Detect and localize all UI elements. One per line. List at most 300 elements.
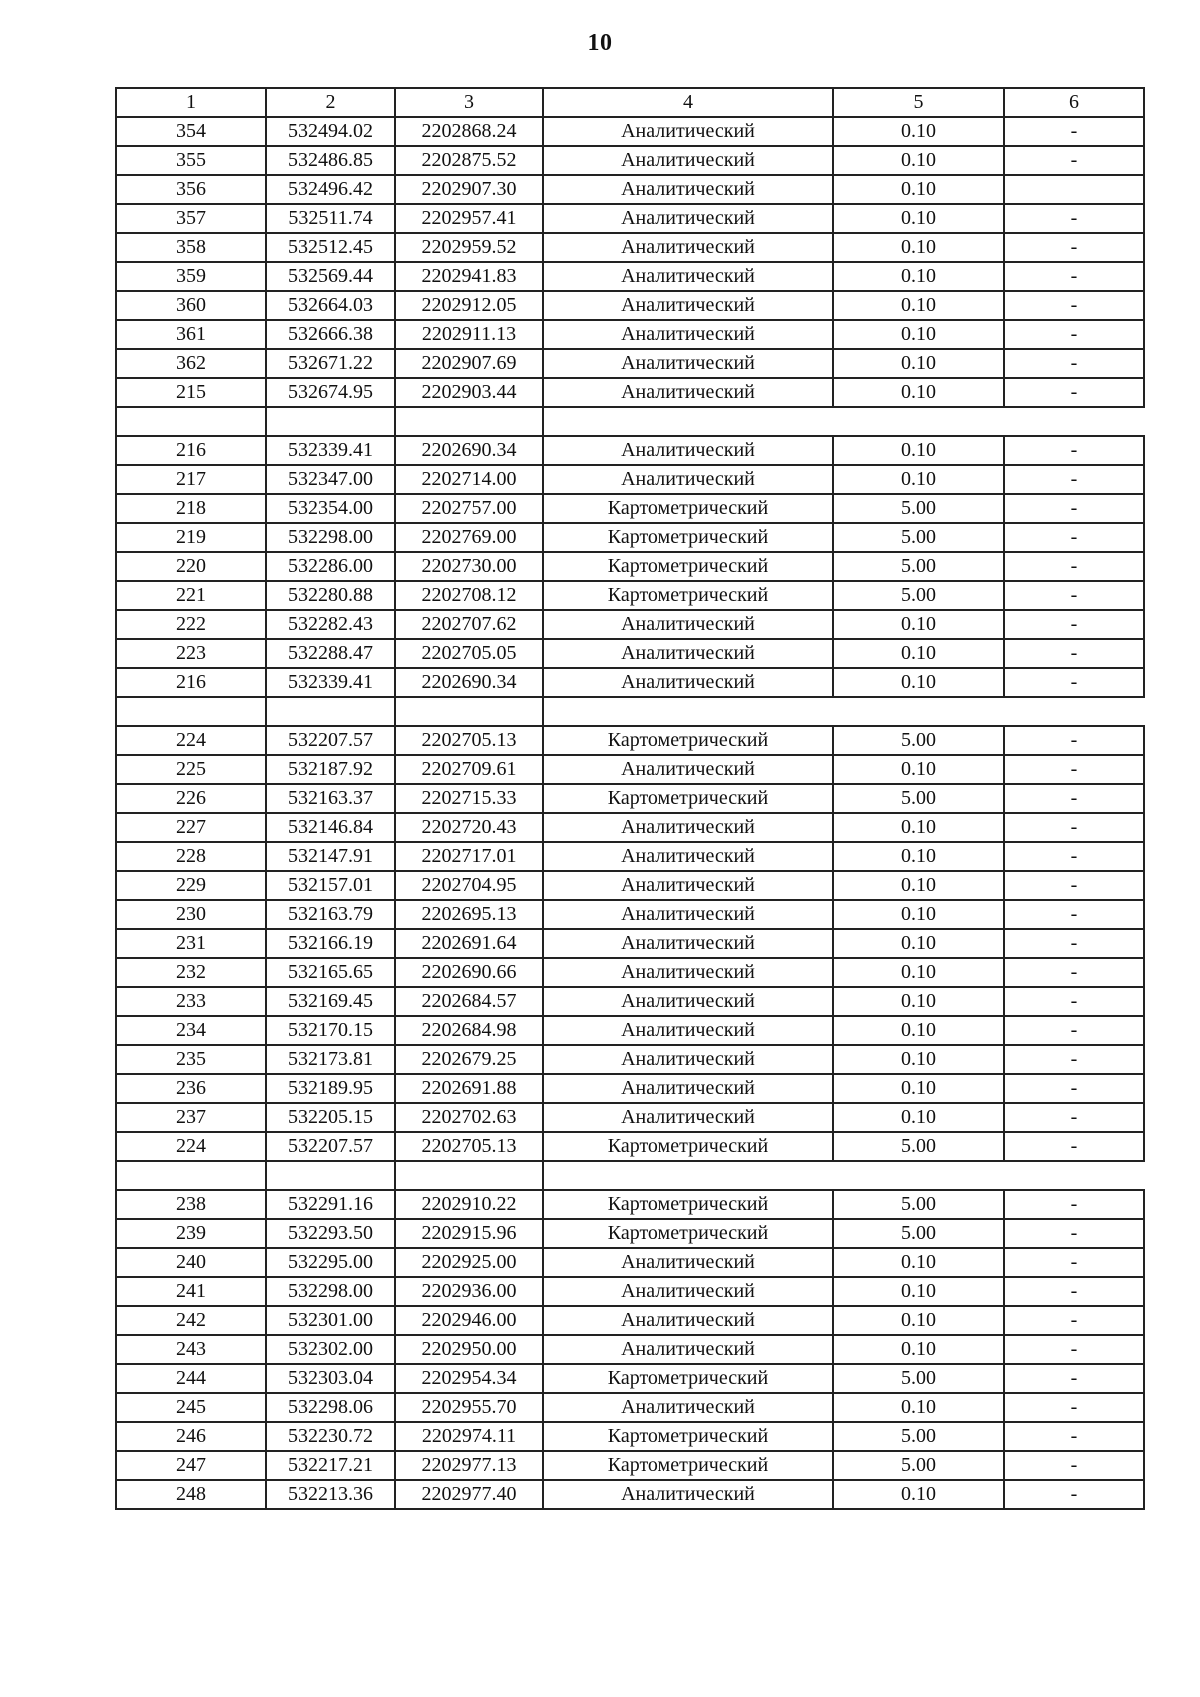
table-cell: 354 (116, 117, 266, 146)
table-row (116, 581, 1144, 610)
table-cell: 532666.38 (266, 320, 395, 349)
table-row (116, 146, 1144, 175)
column-header: 2 (266, 88, 395, 117)
table-row (116, 900, 1144, 929)
table-cell: 2202707.62 (395, 610, 543, 639)
table-cell: 2202954.34 (395, 1364, 543, 1393)
separator-cell (116, 697, 266, 726)
table-cell: 0.10 (833, 842, 1004, 871)
table-cell: 2202957.41 (395, 204, 543, 233)
table-header-row (116, 88, 1144, 117)
table-cell: Картометрический (543, 1219, 833, 1248)
table-cell: - (1004, 1219, 1144, 1248)
table-cell: - (1004, 320, 1144, 349)
table-cell: - (1004, 755, 1144, 784)
table-cell: 2202977.40 (395, 1480, 543, 1509)
table-row (116, 987, 1144, 1016)
table-cell: 2202974.11 (395, 1422, 543, 1451)
table-cell: Картометрический (543, 1364, 833, 1393)
table-row (116, 1016, 1144, 1045)
table-cell: 532347.00 (266, 465, 395, 494)
table-cell: Аналитический (543, 204, 833, 233)
table-cell: 532303.04 (266, 1364, 395, 1393)
table-row (116, 639, 1144, 668)
table-row (116, 117, 1144, 146)
table-cell: 243 (116, 1335, 266, 1364)
table-cell: - (1004, 349, 1144, 378)
table-cell: 2202690.66 (395, 958, 543, 987)
table-cell: Картометрический (543, 552, 833, 581)
table-cell: 5.00 (833, 523, 1004, 552)
section-separator-row (116, 697, 1144, 726)
table-cell: Аналитический (543, 929, 833, 958)
table-cell: 233 (116, 987, 266, 1016)
table-cell: Картометрический (543, 726, 833, 755)
table-cell: 2202691.64 (395, 929, 543, 958)
table-cell: 5.00 (833, 494, 1004, 523)
table-cell: Аналитический (543, 1335, 833, 1364)
table-cell: Аналитический (543, 378, 833, 407)
table-cell: Аналитический (543, 1103, 833, 1132)
table-cell: 532298.06 (266, 1393, 395, 1422)
table-cell: 532207.57 (266, 1132, 395, 1161)
table-cell: - (1004, 842, 1144, 871)
table-cell: 532301.00 (266, 1306, 395, 1335)
table-cell: Аналитический (543, 668, 833, 697)
table-cell: 5.00 (833, 1132, 1004, 1161)
table-cell: 0.10 (833, 465, 1004, 494)
table-cell: 0.10 (833, 929, 1004, 958)
table-cell: 239 (116, 1219, 266, 1248)
table-cell: 0.10 (833, 900, 1004, 929)
table-cell: 2202907.69 (395, 349, 543, 378)
separator-cell (543, 697, 1144, 726)
table-cell: 532496.42 (266, 175, 395, 204)
table-row (116, 1219, 1144, 1248)
table-cell: 2202769.00 (395, 523, 543, 552)
table-cell: Картометрический (543, 494, 833, 523)
separator-cell (266, 407, 395, 436)
table-cell: 0.10 (833, 262, 1004, 291)
table-row (116, 291, 1144, 320)
table-row (116, 1248, 1144, 1277)
table-cell: 237 (116, 1103, 266, 1132)
table-cell: Аналитический (543, 639, 833, 668)
table-cell: - (1004, 378, 1144, 407)
table-cell: 358 (116, 233, 266, 262)
table-cell: 224 (116, 1132, 266, 1161)
table-cell: - (1004, 494, 1144, 523)
table-cell: 231 (116, 929, 266, 958)
table-row (116, 378, 1144, 407)
table-cell: - (1004, 1016, 1144, 1045)
table-cell: 532166.19 (266, 929, 395, 958)
table-cell: Аналитический (543, 755, 833, 784)
table-cell: 240 (116, 1248, 266, 1277)
table-cell: 2202955.70 (395, 1393, 543, 1422)
table-row (116, 1074, 1144, 1103)
table-row (116, 668, 1144, 697)
table-cell: 0.10 (833, 1074, 1004, 1103)
table-row (116, 871, 1144, 900)
table-cell: 532217.21 (266, 1451, 395, 1480)
table-cell: 227 (116, 813, 266, 842)
table-cell: 0.10 (833, 146, 1004, 175)
table-cell: 532511.74 (266, 204, 395, 233)
table-cell: Аналитический (543, 233, 833, 262)
table-cell: Аналитический (543, 262, 833, 291)
table-cell: - (1004, 581, 1144, 610)
table-cell: 0.10 (833, 1103, 1004, 1132)
table-cell: 2202875.52 (395, 146, 543, 175)
table-cell: - (1004, 146, 1144, 175)
table-cell: 532163.79 (266, 900, 395, 929)
table-cell: Аналитический (543, 900, 833, 929)
table-cell: 5.00 (833, 1451, 1004, 1480)
table-cell: 2202950.00 (395, 1335, 543, 1364)
table-cell: - (1004, 1074, 1144, 1103)
table-cell: 0.10 (833, 755, 1004, 784)
table-cell: 532207.57 (266, 726, 395, 755)
table-cell: 355 (116, 146, 266, 175)
table-cell: 2202715.33 (395, 784, 543, 813)
table-cell: 2202915.96 (395, 1219, 543, 1248)
table-cell: 5.00 (833, 1422, 1004, 1451)
table-cell: Картометрический (543, 523, 833, 552)
table-cell: 0.10 (833, 320, 1004, 349)
table-row (116, 1335, 1144, 1364)
table-cell: 532674.95 (266, 378, 395, 407)
table-cell: 532189.95 (266, 1074, 395, 1103)
table-cell: 222 (116, 610, 266, 639)
table-cell: 2202695.13 (395, 900, 543, 929)
table-cell: - (1004, 813, 1144, 842)
table-cell: 2202709.61 (395, 755, 543, 784)
table-cell: - (1004, 552, 1144, 581)
table-cell: 5.00 (833, 784, 1004, 813)
table-cell: Картометрический (543, 1422, 833, 1451)
table-row (116, 1393, 1144, 1422)
table-cell: Аналитический (543, 1306, 833, 1335)
table-cell: 2202977.13 (395, 1451, 543, 1480)
table-cell: 532291.16 (266, 1190, 395, 1219)
table-cell: 0.10 (833, 233, 1004, 262)
table-cell: - (1004, 1422, 1144, 1451)
table-cell: 0.10 (833, 871, 1004, 900)
table-cell: 241 (116, 1277, 266, 1306)
table-cell: 532170.15 (266, 1016, 395, 1045)
table-cell: 0.10 (833, 1306, 1004, 1335)
table-cell: - (1004, 726, 1144, 755)
table-cell: - (1004, 610, 1144, 639)
table-cell: - (1004, 291, 1144, 320)
table-cell: 532187.92 (266, 755, 395, 784)
table-cell: 216 (116, 436, 266, 465)
table-cell: 248 (116, 1480, 266, 1509)
table-cell: Аналитический (543, 436, 833, 465)
table-cell: Аналитический (543, 958, 833, 987)
table-cell: 357 (116, 204, 266, 233)
table-cell: 2202690.34 (395, 436, 543, 465)
table-cell: - (1004, 1103, 1144, 1132)
table-cell: 532146.84 (266, 813, 395, 842)
table-row (116, 842, 1144, 871)
table-cell: 0.10 (833, 813, 1004, 842)
table-cell: 532165.65 (266, 958, 395, 987)
table-cell: 0.10 (833, 639, 1004, 668)
table-cell: 2202907.30 (395, 175, 543, 204)
table-row (116, 1422, 1144, 1451)
table-cell: - (1004, 1248, 1144, 1277)
table-cell: 2202720.43 (395, 813, 543, 842)
table-cell: 0.10 (833, 1335, 1004, 1364)
table-cell: 225 (116, 755, 266, 784)
table-cell: Картометрический (543, 1132, 833, 1161)
table-cell (1004, 175, 1144, 204)
table-cell: - (1004, 987, 1144, 1016)
table-cell: 2202730.00 (395, 552, 543, 581)
table-cell: 532486.85 (266, 146, 395, 175)
table-cell: 2202691.88 (395, 1074, 543, 1103)
table-cell: 532569.44 (266, 262, 395, 291)
separator-cell (116, 1161, 266, 1190)
table-cell: 236 (116, 1074, 266, 1103)
table-cell: 2202925.00 (395, 1248, 543, 1277)
table-cell: Аналитический (543, 1480, 833, 1509)
table-cell: 532286.00 (266, 552, 395, 581)
table-cell: 532173.81 (266, 1045, 395, 1074)
table-cell: 0.10 (833, 291, 1004, 320)
table-cell: 223 (116, 639, 266, 668)
table-cell: 220 (116, 552, 266, 581)
table-cell: 2202714.00 (395, 465, 543, 494)
table-cell: 2202911.13 (395, 320, 543, 349)
table-cell: 2202679.25 (395, 1045, 543, 1074)
table-cell: Картометрический (543, 1451, 833, 1480)
table-cell: - (1004, 1335, 1144, 1364)
table-cell: - (1004, 639, 1144, 668)
table-row (116, 494, 1144, 523)
table-row (116, 755, 1144, 784)
table-cell: 0.10 (833, 1480, 1004, 1509)
table-cell: 2202708.12 (395, 581, 543, 610)
table-cell: 532230.72 (266, 1422, 395, 1451)
table-row (116, 1451, 1144, 1480)
table-cell: Аналитический (543, 1393, 833, 1422)
table-cell: 0.10 (833, 1277, 1004, 1306)
table-cell: Картометрический (543, 581, 833, 610)
table-cell: 532295.00 (266, 1248, 395, 1277)
table-cell: 532298.00 (266, 1277, 395, 1306)
table-cell: 2202941.83 (395, 262, 543, 291)
table-row (116, 349, 1144, 378)
table-cell: Аналитический (543, 987, 833, 1016)
table-cell: 2202912.05 (395, 291, 543, 320)
table-cell: Аналитический (543, 117, 833, 146)
table-row (116, 320, 1144, 349)
table-row (116, 726, 1144, 755)
table-row (116, 175, 1144, 204)
table-cell: - (1004, 1306, 1144, 1335)
table-cell: 0.10 (833, 1248, 1004, 1277)
table-cell: 5.00 (833, 1219, 1004, 1248)
table-row (116, 523, 1144, 552)
table-row (116, 1190, 1144, 1219)
table-cell: - (1004, 958, 1144, 987)
table-cell: 532147.91 (266, 842, 395, 871)
table-row (116, 813, 1144, 842)
table-cell: - (1004, 1045, 1144, 1074)
table-cell: Аналитический (543, 291, 833, 320)
column-header: 4 (543, 88, 833, 117)
separator-cell (266, 697, 395, 726)
table-row (116, 1045, 1144, 1074)
table-cell: 0.10 (833, 204, 1004, 233)
separator-cell (266, 1161, 395, 1190)
table-cell: 2202684.98 (395, 1016, 543, 1045)
table-row (116, 436, 1144, 465)
table-cell: - (1004, 1364, 1144, 1393)
table-cell: 221 (116, 581, 266, 610)
table-cell: 532280.88 (266, 581, 395, 610)
table-cell: 0.10 (833, 436, 1004, 465)
table-cell: - (1004, 784, 1144, 813)
table-cell: 0.10 (833, 987, 1004, 1016)
table-cell: 217 (116, 465, 266, 494)
table-cell: 0.10 (833, 1393, 1004, 1422)
table-cell: 230 (116, 900, 266, 929)
coordinates-table-body (116, 88, 1144, 1509)
table-cell: 532157.01 (266, 871, 395, 900)
table-cell: Картометрический (543, 1190, 833, 1219)
table-cell: Аналитический (543, 610, 833, 639)
table-cell: - (1004, 465, 1144, 494)
table-cell: 215 (116, 378, 266, 407)
separator-cell (543, 407, 1144, 436)
table-cell: 532339.41 (266, 436, 395, 465)
section-separator-row (116, 407, 1144, 436)
table-cell: 362 (116, 349, 266, 378)
table-cell: Картометрический (543, 784, 833, 813)
table-cell: - (1004, 523, 1144, 552)
column-header: 5 (833, 88, 1004, 117)
table-cell: 532205.15 (266, 1103, 395, 1132)
table-cell: 532302.00 (266, 1335, 395, 1364)
table-cell: 532288.47 (266, 639, 395, 668)
table-cell: - (1004, 204, 1144, 233)
table-cell: 2202910.22 (395, 1190, 543, 1219)
table-cell: Аналитический (543, 349, 833, 378)
table-cell: 2202936.00 (395, 1277, 543, 1306)
table-cell: Аналитический (543, 1074, 833, 1103)
table-cell: Аналитический (543, 813, 833, 842)
table-cell: 247 (116, 1451, 266, 1480)
table-cell: - (1004, 1132, 1144, 1161)
table-row (116, 465, 1144, 494)
table-cell: 226 (116, 784, 266, 813)
table-cell: 532213.36 (266, 1480, 395, 1509)
table-row (116, 1103, 1144, 1132)
table-cell: 224 (116, 726, 266, 755)
table-cell: 218 (116, 494, 266, 523)
table-cell: 242 (116, 1306, 266, 1335)
table-cell: 0.10 (833, 378, 1004, 407)
column-header: 1 (116, 88, 266, 117)
table-cell: 2202868.24 (395, 117, 543, 146)
table-cell: 246 (116, 1422, 266, 1451)
table-cell: Аналитический (543, 175, 833, 204)
table-row (116, 204, 1144, 233)
table-cell: 2202690.34 (395, 668, 543, 697)
table-cell: 2202684.57 (395, 987, 543, 1016)
table-cell: - (1004, 1190, 1144, 1219)
table-cell: 532671.22 (266, 349, 395, 378)
table-cell: 2202705.05 (395, 639, 543, 668)
separator-cell (543, 1161, 1144, 1190)
table-cell: 0.10 (833, 610, 1004, 639)
table-cell: 234 (116, 1016, 266, 1045)
table-cell: - (1004, 929, 1144, 958)
table-cell: 5.00 (833, 552, 1004, 581)
table-cell: Аналитический (543, 146, 833, 175)
table-cell: - (1004, 436, 1144, 465)
table-cell: 244 (116, 1364, 266, 1393)
table-cell: 0.10 (833, 668, 1004, 697)
table-cell: Аналитический (543, 1277, 833, 1306)
table-cell: 2202704.95 (395, 871, 543, 900)
table-cell: 360 (116, 291, 266, 320)
table-cell: 5.00 (833, 1364, 1004, 1393)
separator-cell (395, 697, 543, 726)
table-cell: Аналитический (543, 1248, 833, 1277)
table-row (116, 233, 1144, 262)
table-cell: 532293.50 (266, 1219, 395, 1248)
table-cell: 0.10 (833, 1045, 1004, 1074)
table-row (116, 610, 1144, 639)
table-cell: 2202702.63 (395, 1103, 543, 1132)
table-cell: 232 (116, 958, 266, 987)
table-cell: Аналитический (543, 1016, 833, 1045)
table-cell: 359 (116, 262, 266, 291)
table-cell: - (1004, 900, 1144, 929)
table-cell: 2202757.00 (395, 494, 543, 523)
table-cell: 5.00 (833, 726, 1004, 755)
table-cell: 532339.41 (266, 668, 395, 697)
table-cell: 219 (116, 523, 266, 552)
table-cell: 532354.00 (266, 494, 395, 523)
table-row (116, 552, 1144, 581)
table-cell: - (1004, 871, 1144, 900)
table-cell: 2202705.13 (395, 726, 543, 755)
table-cell: Аналитический (543, 320, 833, 349)
table-cell: - (1004, 1277, 1144, 1306)
table-row (116, 1277, 1144, 1306)
table-cell: - (1004, 117, 1144, 146)
table-cell: 0.10 (833, 349, 1004, 378)
table-cell: 356 (116, 175, 266, 204)
column-header: 3 (395, 88, 543, 117)
table-cell: - (1004, 262, 1144, 291)
table-row (116, 1306, 1144, 1335)
table-row (116, 958, 1144, 987)
table-cell: 228 (116, 842, 266, 871)
table-cell: 0.10 (833, 175, 1004, 204)
table-cell: Аналитический (543, 871, 833, 900)
table-cell: 2202903.44 (395, 378, 543, 407)
table-cell: - (1004, 1393, 1144, 1422)
table-cell: 532664.03 (266, 291, 395, 320)
table-cell: 216 (116, 668, 266, 697)
